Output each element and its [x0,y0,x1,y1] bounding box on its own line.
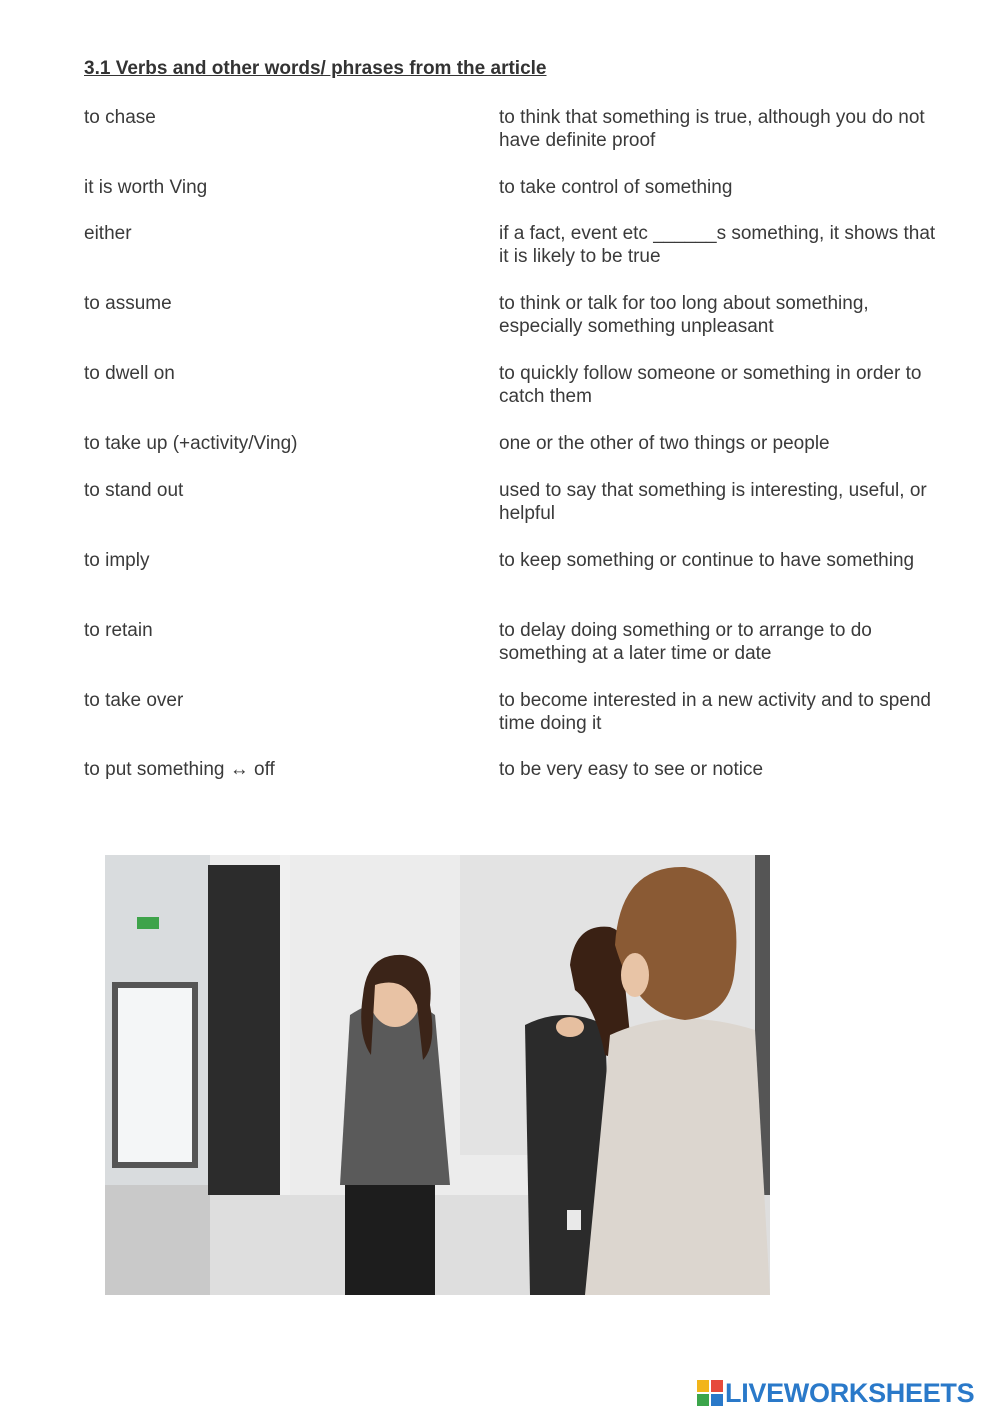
vocab-definition: to delay doing something or to arrange to do something at a later time or date [499,620,872,664]
liveworksheets-logo [697,1378,974,1408]
vocab-term: to imply [84,550,150,571]
vocab-term: to take up (+activity/Ving) [84,433,298,454]
vocab-term: to dwell on [84,363,175,384]
vocab-term: to assume [84,293,172,314]
vocab-definition: one or the other of two things or people [499,433,830,454]
vocab-definition: used to say that something is interesting, useful, or helpful [499,480,927,524]
vocab-definition: to think that something is true, although you do not have definite proof [499,107,925,151]
liveworksheets-logo-icon [697,1380,723,1406]
vocab-definition: to quickly follow someone or something in order to catch them [499,363,922,407]
vocab-definition: to keep something or continue to have something [499,550,915,571]
vocab-term: to stand out [84,480,184,501]
vocab-term: to retain [84,620,153,641]
vocab-definition: to take control of something [499,177,733,198]
vocab-definition: to be very easy to see or notice [499,759,764,780]
vocab-term: to put something ↔ off [84,759,275,780]
vocab-term: it is worth Ving [84,177,208,198]
vocab-definition: to think or talk for too long about something, especially something unpleasant [499,293,869,337]
vocab-definition: to become interested in a new activity and to spend time doing it [499,690,931,734]
liveworksheets-logo-text: LIVEWORKSHEETS [725,1377,975,1408]
vocab-definition: if a fact, event etc ______s something, it shows that it is likely to be true [499,223,936,267]
vocab-term: to chase [84,107,156,128]
vocab-term: to take over [84,690,184,711]
vocab-term: either [84,223,132,244]
photo-three-women-talking [105,855,770,1295]
worksheet-heading: 3.1 Verbs and other words/ phrases from the article [84,58,547,79]
